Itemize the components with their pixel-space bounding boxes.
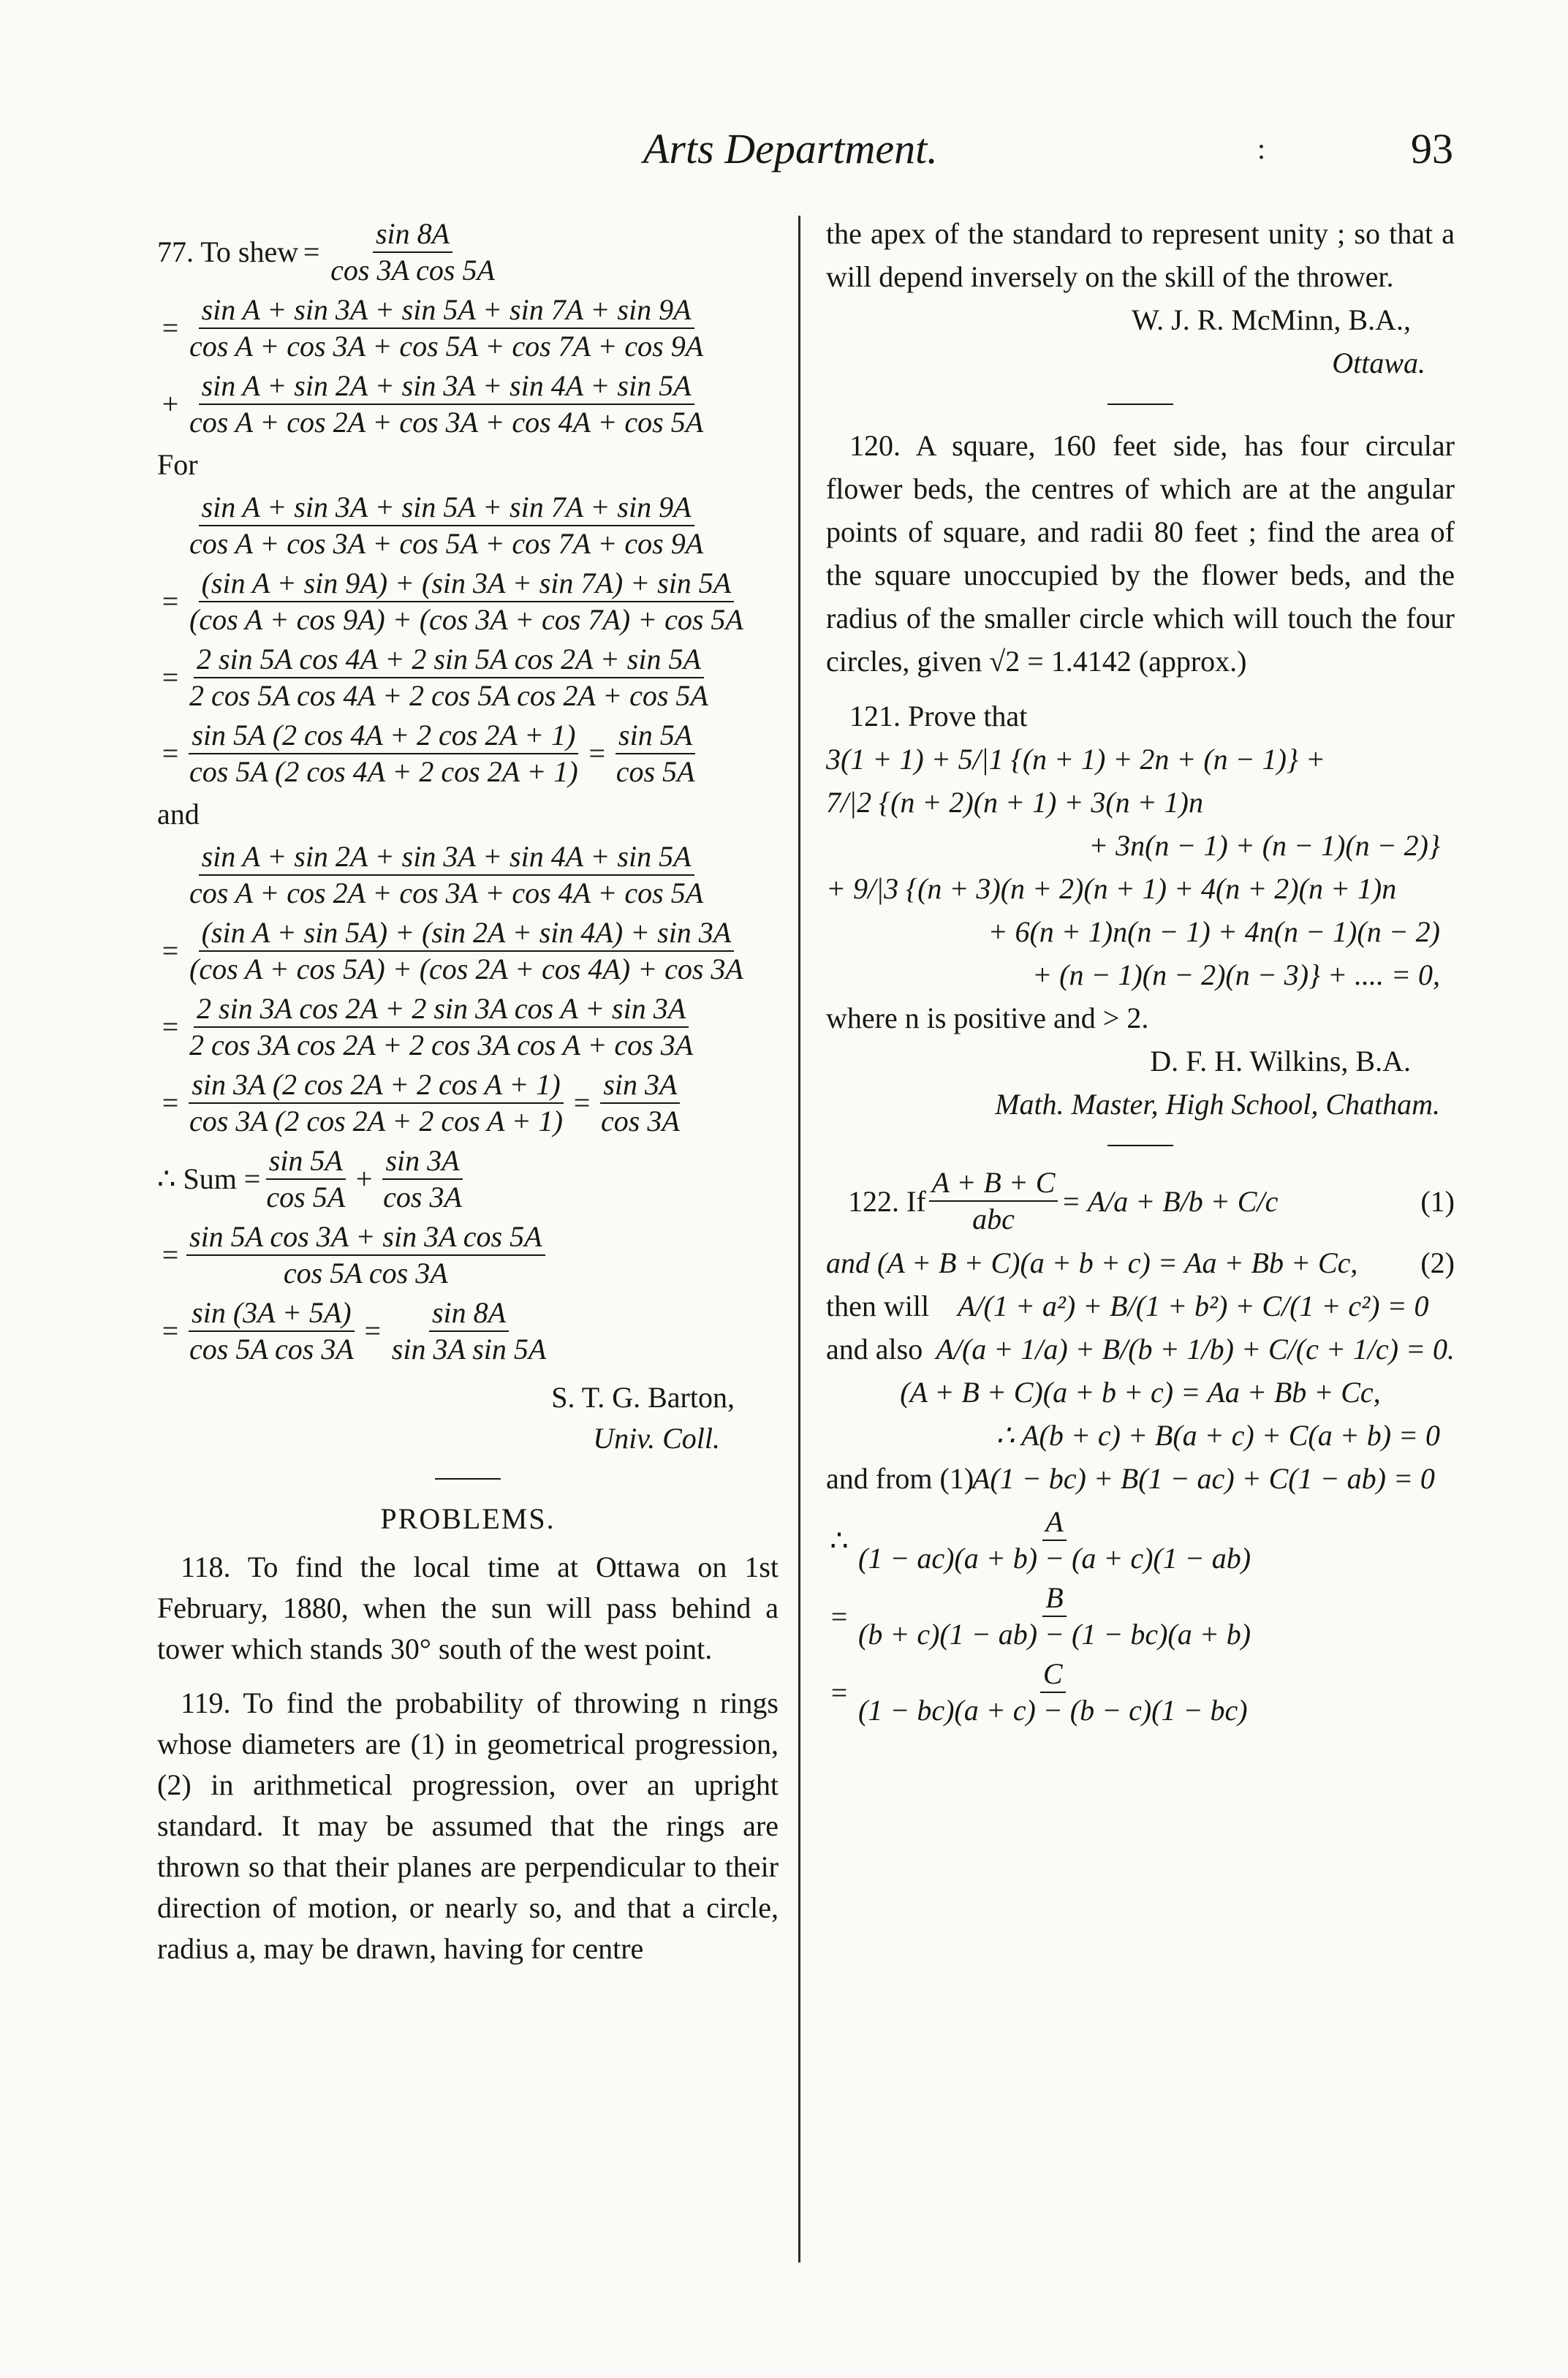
left-column	[157, 212, 779, 1969]
math-line: + 9/|3 {(n + 3)(n + 2)(n + 1) + 4(n + 2)(n + 1)n	[826, 872, 1397, 905]
math-text: = A/a + B/b + C/c	[1061, 1184, 1279, 1218]
math-label: and also	[826, 1333, 923, 1366]
fraction: $\frac{\sin 3A}{\cos 3A}$	[383, 1144, 462, 1213]
fraction: $\frac{\text{sin 5A cos 3A + sin 3A cos 5A}}{\text{cos 5A cos 3A}}$	[186, 1219, 545, 1291]
problem-77-statement: 77. To shew = $\frac{\sin 8A}{\text{cos 3A cos 5A}}$	[157, 216, 779, 288]
fraction: $\frac{A + B + C}{\text{abc}}$	[929, 1165, 1058, 1237]
fraction: $\frac{B}{(b + c)(1 - ab) - (1 - bc)(a + b)}$	[858, 1581, 1251, 1651]
problem-122-line-7	[826, 1457, 1455, 1500]
fraction: $\frac{\text{sin A + sin 3A + sin 5A + sin 7A + sin 9A}}{\text{cos A + cos 3A + cos 5A + cos 7A + cos 9A}}$	[189, 491, 704, 560]
signature-name: D. F. H. Wilkins, B.A.	[1150, 1045, 1411, 1078]
fraction: $\frac{\sin 8A}{\text{cos 3A cos 5A}}$	[330, 217, 495, 287]
equation-row: = $\frac{\text{sin A + sin 3A + sin 5A + sin 7A + sin 9A}}{\text{cos A + cos 3A + cos 5A + cos 7A + cos 9A}}$	[157, 292, 779, 364]
math-line: 7/|2 {(n + 2)(n + 1) + 3(n + 1)n	[826, 786, 1203, 819]
running-head: Arts Department.	[643, 125, 938, 173]
problem-119: 119. To find the probability of throwing n rings whose diameters are (1) in geometrical progression, (2) in arithmetical progression, over an upright standard. It may be assumed that the rings are thrown so that their planes are perpendicular to their direction of motion, or nearly so, and that a circle, radius a, may be drawn, having for centre	[157, 1686, 779, 1965]
math-line: + 3n(n − 1) + (n − 1)(n − 2)}	[1088, 829, 1440, 862]
equation-row: = $\frac{C}{(1 - bc)(a + c) - (b - c)(1 - bc)}$	[826, 1656, 1455, 1728]
problem-119-continued: the apex of the standard to represent unity ; so that a will depend inversely on the skill of the thrower.	[826, 217, 1455, 293]
equation-row: = $\frac{\text{sin 5A cos 3A + sin 3A cos 5A}}{\text{cos 5A cos 3A}}$	[157, 1219, 779, 1291]
math-line: + 6(n + 1)n(n − 1) + 4n(n − 1)(n − 2)	[988, 915, 1440, 948]
fraction: $\frac{\text{2 sin 3A cos 2A + 2 sin 3A cos A + sin 3A}}{\text{2 cos 3A cos 2A + 2 cos 3A cos A + cos 3A}}$	[189, 992, 694, 1061]
equation-row	[157, 490, 779, 561]
fraction: $\frac{\sin (3A + 5A)}{\text{cos 5A cos 3A}}$	[189, 1296, 354, 1366]
equation-row: ∴ $\frac{A}{(1 - ac)(a + b) - (a + c)(1 - ab)}$	[826, 1504, 1455, 1576]
equation-row: = $\frac{\text{sin 3A (2 cos 2A + 2 cos A + 1)}}{\text{cos 3A (2 cos 2A + 2 cos A + 1)}}$ = $\frac{\sin 3A}{\cos 3A}$	[157, 1067, 779, 1139]
equation-row: = $\frac{\text{2 sin 5A cos 4A + 2 sin 5A cos 2A + sin 5A}}{\text{2 cos 5A cos 4A + 2 cos 5A cos 2A + cos 5A}}$	[157, 642, 779, 713]
signature-name: S. T. G. Barton,	[551, 1381, 735, 1414]
and-label: and	[157, 798, 200, 830]
math-line: where n is positive and > 2.	[826, 1001, 1149, 1034]
math-label: then will	[826, 1290, 930, 1322]
problem-122-line-2	[826, 1241, 1455, 1284]
math-line: + (n − 1)(n − 2)(n − 3)} + .... = 0,	[1032, 958, 1440, 991]
problems-heading: PROBLEMS.	[380, 1502, 556, 1535]
fraction: $\frac{\text{sin A + sin 2A + sin 3A + sin 4A + sin 5A}}{\text{cos A + cos 2A + cos 3A + cos 4A + cos 5A}}$	[189, 369, 704, 439]
section-rule	[435, 1478, 501, 1480]
fraction: $\frac{\text{2 sin 5A cos 4A + 2 sin 5A cos 2A + sin 5A}}{\text{2 cos 5A cos 4A + 2 cos 5A cos 2A + cos 5A}}$	[189, 643, 708, 712]
equation-row: = $\frac{\text{(sin A + sin 9A) + (sin 3A + sin 7A) + sin 5A}}{\text{(cos A + cos 9A) + (cos 3A + cos 7A) + cos 5A}}$	[157, 566, 779, 637]
fraction: $\frac{\sin 8A}{\text{sin 3A sin 5A}}$	[391, 1296, 547, 1366]
equation-row: = $\frac{\sin (3A + 5A)}{\text{cos 5A cos 3A}}$ = $\frac{\sin 8A}{\text{sin 3A sin 5A}}$	[157, 1295, 779, 1367]
signature-affiliation: Ottawa.	[1332, 347, 1425, 379]
equation-tag: (1)	[1420, 1184, 1455, 1218]
sum-label: ∴ Sum =	[157, 1162, 261, 1195]
fraction: $\frac{\sin 3A}{\cos 3A}$	[601, 1068, 680, 1137]
signature-name: W. J. R. McMinn, B.A.,	[1132, 303, 1411, 336]
fraction: $\frac{\sin 5A}{\cos 5A}$	[266, 1144, 346, 1213]
page-number: 93	[1411, 125, 1453, 173]
sum-row: ∴ Sum = $\frac{\sin 5A}{\cos 5A}$ + $\frac{\sin 3A}{\cos 3A}$	[157, 1143, 779, 1215]
fraction: $\frac{A}{(1 - ac)(a + b) - (a + c)(1 - ab)}$	[858, 1505, 1251, 1575]
equation-row: = $\frac{\sin 5A (2 \cos 4A + 2 \cos 2A + 1)}{\cos 5A (2 \cos 4A + 2 \cos 2A + 1)}$ = $\frac{\sin 5A}{\cos 5A}$	[157, 718, 779, 789]
problem-122-label: 122. If	[848, 1184, 926, 1218]
fraction: $\frac{\text{sin A + sin 3A + sin 5A + sin 7A + sin 9A}}{\text{cos A + cos 3A + cos 5A + cos 7A + cos 9A}}$	[189, 293, 704, 363]
fraction: $\frac{C}{(1 - bc)(a + c) - (b - c)(1 - bc)}$	[858, 1657, 1248, 1727]
for-label: For	[157, 448, 198, 481]
math-line: ∴ A(b + c) + B(a + c) + C(a + b) = 0	[996, 1419, 1440, 1452]
math-line: 3(1 + 1) + 5/|1 {(n + 1) + 2n + (n − 1)} +	[826, 743, 1325, 776]
problem-122-line-3	[826, 1284, 1455, 1328]
fraction: $\frac{\text{(sin A + sin 9A) + (sin 3A + sin 7A) + sin 5A}}{\text{(cos A + cos 9A) + (cos 3A + cos 7A) + cos 5A}}$	[189, 567, 743, 636]
problem-122-line-4	[826, 1328, 1455, 1371]
problem-121-label: 121. Prove that	[849, 700, 1028, 732]
math-label: and from (1)	[826, 1462, 974, 1495]
equation-row: + $\frac{\text{sin A + sin 2A + sin 3A + sin 4A + sin 5A}}{\text{cos A + cos 2A + cos 3A + cos 4A + cos 5A}}$	[157, 368, 779, 440]
fraction: $\frac{\text{sin 3A (2 cos 2A + 2 cos A + 1)}}{\text{cos 3A (2 cos 2A + 2 cos A + 1)}}$	[189, 1068, 563, 1137]
math-text: A(1 − bc) + B(1 − ac) + C(1 − ab) = 0	[972, 1462, 1435, 1495]
math-text: A/(a + 1/a) + B/(b + 1/b) + C/(c + 1/c) = 0.	[936, 1333, 1455, 1366]
math-line: (A + B + C)(a + b + c) = Aa + Bb + Cc,	[900, 1376, 1381, 1409]
fraction: $\frac{\text{(sin A + sin 5A) + (sin 2A + sin 4A) + sin 3A}}{\text{(cos A + cos 5A) + (cos 2A + cos 4A) + cos 3A}}$	[189, 916, 743, 985]
fraction: $\frac{\text{sin A + sin 2A + sin 3A + sin 4A + sin 5A}}{\text{cos A + cos 2A + cos 3A + cos 4A + cos 5A}}$	[189, 840, 704, 909]
column-divider	[798, 216, 800, 2262]
signature-affiliation: Math. Master, High School, Chatham.	[995, 1088, 1440, 1121]
right-column	[826, 212, 1455, 1733]
section-rule	[1107, 1145, 1173, 1146]
equation-row	[157, 839, 779, 911]
problem-122-line-1	[826, 1165, 1455, 1237]
equation-tag: (2)	[1420, 1246, 1455, 1279]
fraction: $\frac{\sin 5A}{\cos 5A}$	[616, 719, 695, 788]
problem-77-label: 77. To shew	[157, 235, 299, 268]
section-rule	[1107, 404, 1173, 405]
equation-row: = $\frac{B}{(b + c)(1 - ab) - (1 - bc)(a + b)}$	[826, 1580, 1455, 1652]
signature-affiliation: Univ. Coll.	[593, 1422, 720, 1455]
math-text: and (A + B + C)(a + b + c) = Aa + Bb + Cc,	[826, 1246, 1358, 1279]
math-text: A/(1 + a²) + B/(1 + b²) + C/(1 + c²) = 0	[958, 1290, 1429, 1322]
fraction: $\frac{\sin 5A (2 \cos 4A + 2 \cos 2A + 1)}{\cos 5A (2 \cos 4A + 2 \cos 2A + 1)}$	[189, 719, 578, 788]
header-mark: :	[1257, 132, 1266, 165]
problem-120: 120. A square, 160 feet side, has four circular flower beds, the centres of which are at the angular points of square, and radii 80 feet ; find the area of the square unoccupied by the flower beds, and the radius of the smaller circle which will touch the four circles, given √2 = 1.4142 (approx.)	[826, 429, 1455, 678]
equation-row: = $\frac{\text{(sin A + sin 5A) + (sin 2A + sin 4A) + sin 3A}}{\text{(cos A + cos 5A) + (cos 2A + cos 4A) + cos 3A}}$	[157, 915, 779, 987]
page-header	[0, 124, 1568, 190]
problem-118: 118. To find the local time at Ottawa on 1st February, 1880, when the sun will pass behind a tower which stands 30° south of the west point.	[157, 1550, 779, 1665]
equation-row: = $\frac{\text{2 sin 3A cos 2A + 2 sin 3A cos A + sin 3A}}{\text{2 cos 3A cos 2A + 2 cos 3A cos A + cos 3A}}$	[157, 991, 779, 1063]
